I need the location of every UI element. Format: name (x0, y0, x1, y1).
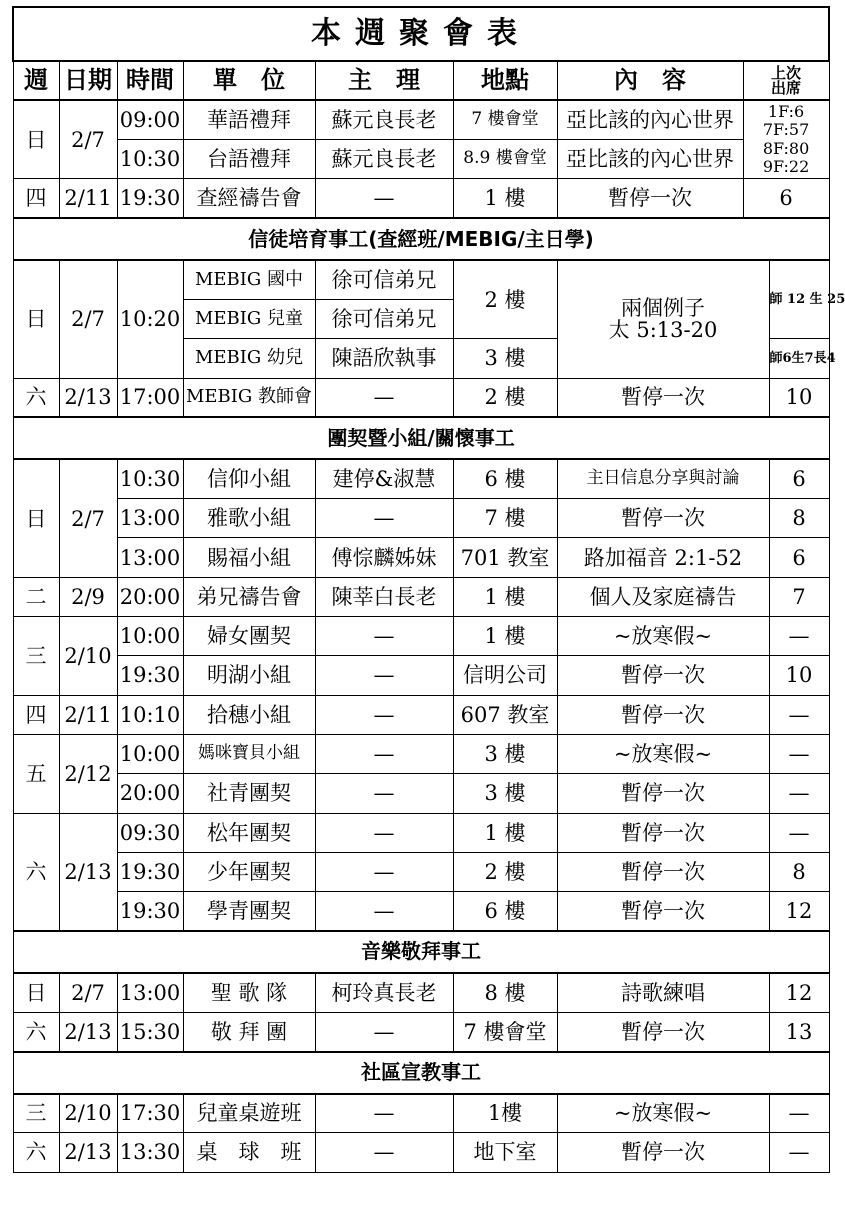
attendance-cell: 12 (769, 892, 829, 931)
host-cell: 陳莘白長老 (315, 577, 453, 616)
place-cell: 2 樓 (453, 378, 557, 417)
host-cell: — (315, 813, 453, 852)
host-cell: 建停&淑慧 (315, 459, 453, 498)
content-cell: ~放寒假~ (557, 617, 769, 656)
date-cell: 2/7 (59, 100, 117, 179)
header-unit: 單 位 (183, 61, 315, 100)
day-cell: 六 (13, 813, 59, 931)
unit-cell: 少年團契 (183, 852, 315, 891)
table-row (13, 1012, 829, 1051)
unit-cell: 雅歌小組 (183, 499, 315, 538)
time-cell: 19:30 (117, 656, 183, 695)
attendance-cell: 1F:6 7F:57 8F:80 9F:22 (743, 100, 829, 179)
day-cell: 二 (13, 577, 59, 616)
content-cell: ~放寒假~ (557, 1094, 769, 1133)
content-cell: 兩個例子 太 5:13-20 (557, 260, 769, 378)
unit-cell: 台語禮拜 (183, 140, 315, 179)
attendance-cell: 13 (769, 1012, 829, 1051)
place-cell: 8 樓 (453, 973, 557, 1012)
place-cell: 1 樓 (453, 577, 557, 616)
place-cell: 6 樓 (453, 892, 557, 931)
host-cell: — (315, 695, 453, 734)
unit-cell: 華語禮拜 (183, 100, 315, 139)
table-row (13, 459, 829, 498)
section-heading-training: 信徒培育事工(查經班/MEBIG/主日學) (13, 218, 829, 260)
unit-cell: 兒童桌遊班 (183, 1094, 315, 1133)
attendance-cell: — (769, 1094, 829, 1133)
day-cell: 三 (13, 1094, 59, 1133)
unit-cell: 拾穗小組 (183, 695, 315, 734)
table-row (13, 1133, 829, 1172)
host-cell: 陳語欣執事 (315, 339, 453, 378)
unit-cell: 婦女團契 (183, 617, 315, 656)
table-row (13, 140, 829, 179)
header-date: 日期 (59, 61, 117, 100)
place-cell: 1樓 (453, 1094, 557, 1133)
table-row (13, 378, 829, 417)
content-cell: 暫停一次 (557, 378, 769, 417)
host-cell: — (315, 1012, 453, 1051)
place-cell: 1 樓 (453, 617, 557, 656)
table-row (13, 577, 829, 616)
date-cell: 2/13 (59, 1133, 117, 1172)
attendance-cell: — (769, 617, 829, 656)
table-row (13, 179, 829, 218)
unit-cell: 明湖小組 (183, 656, 315, 695)
content-cell: 暫停一次 (557, 1012, 769, 1051)
attendance-cell: 10 (769, 656, 829, 695)
weekly-meeting-table (12, 6, 845, 1173)
day-cell: 六 (13, 1133, 59, 1172)
unit-cell: 聖 歌 隊 (183, 973, 315, 1012)
unit-cell: 查經禱告會 (183, 179, 315, 218)
time-cell: 15:30 (117, 1012, 183, 1051)
place-cell: 6 樓 (453, 459, 557, 498)
place-cell: 701 教室 (453, 538, 557, 577)
table-row (13, 656, 829, 695)
date-cell: 2/12 (59, 734, 117, 813)
attendance-cell: 師 12 生 25 (769, 260, 829, 339)
date-cell: 2/7 (59, 973, 117, 1012)
table-row (13, 617, 829, 656)
unit-cell: 弟兄禱告會 (183, 577, 315, 616)
table-row (13, 973, 829, 1012)
time-cell: 10:00 (117, 734, 183, 773)
unit-cell: MEBIG 兒童 (183, 299, 315, 338)
table-row (13, 1094, 829, 1133)
date-cell: 2/13 (59, 378, 117, 417)
unit-cell: 敬 拜 團 (183, 1012, 315, 1051)
day-cell: 六 (13, 378, 59, 417)
attendance-cell: 10 (769, 378, 829, 417)
attendance-cell: — (769, 695, 829, 734)
time-cell: 19:30 (117, 179, 183, 218)
host-cell: 蘇元良長老 (315, 140, 453, 179)
host-cell: 徐可信弟兄 (315, 299, 453, 338)
date-cell: 2/10 (59, 1094, 117, 1133)
unit-cell: MEBIG 國中 (183, 260, 315, 299)
place-cell: 3 樓 (453, 734, 557, 773)
content-cell: 暫停一次 (557, 813, 769, 852)
day-cell: 日 (13, 100, 59, 179)
place-cell: 7 樓 (453, 499, 557, 538)
place-cell: 信明公司 (453, 656, 557, 695)
time-cell: 17:30 (117, 1094, 183, 1133)
time-cell: 20:00 (117, 577, 183, 616)
place-cell: 2 樓 (453, 260, 557, 339)
day-cell: 六 (13, 1012, 59, 1051)
time-cell: 10:30 (117, 140, 183, 179)
host-cell: — (315, 499, 453, 538)
content-cell: 個人及家庭禱告 (557, 577, 769, 616)
place-cell: 地下室 (453, 1133, 557, 1172)
host-cell: — (315, 852, 453, 891)
host-cell: — (315, 179, 453, 218)
attendance-cell: 8 (769, 852, 829, 891)
content-cell: 暫停一次 (557, 774, 769, 813)
section-heading-fellowship: 團契暨小組/關懷事工 (13, 417, 829, 459)
content-cell: 暫停一次 (557, 695, 769, 734)
time-cell: 20:00 (117, 774, 183, 813)
host-cell: 柯玲真長老 (315, 973, 453, 1012)
host-cell: — (315, 1133, 453, 1172)
table-row (13, 100, 829, 139)
time-cell: 17:00 (117, 378, 183, 417)
host-cell: 蘇元良長老 (315, 100, 453, 139)
header-time: 時間 (117, 61, 183, 100)
header-attendance: 上次 出席 (743, 61, 829, 100)
unit-cell: 松年團契 (183, 813, 315, 852)
attendance-cell: 6 (769, 459, 829, 498)
header-place: 地點 (453, 61, 557, 100)
time-cell: 09:30 (117, 813, 183, 852)
attendance-cell: — (769, 813, 829, 852)
place-cell: 3 樓 (453, 339, 557, 378)
time-cell: 19:30 (117, 852, 183, 891)
time-cell: 19:30 (117, 892, 183, 931)
day-cell: 四 (13, 179, 59, 218)
date-cell: 2/13 (59, 813, 117, 931)
table-row (13, 774, 829, 813)
place-cell: 3 樓 (453, 774, 557, 813)
date-cell: 2/11 (59, 695, 117, 734)
day-cell: 日 (13, 973, 59, 1012)
time-cell: 13:00 (117, 538, 183, 577)
attendance-cell: 師6生7長4 (769, 339, 829, 378)
date-cell: 2/7 (59, 459, 117, 577)
table-row (13, 695, 829, 734)
attendance-cell: 6 (769, 538, 829, 577)
host-cell: — (315, 1094, 453, 1133)
time-cell: 09:00 (117, 100, 183, 139)
date-cell: 2/10 (59, 617, 117, 696)
time-cell: 10:20 (117, 260, 183, 378)
place-cell: 7 樓會堂 (453, 1012, 557, 1051)
attendance-cell: — (769, 1133, 829, 1172)
time-cell: 10:10 (117, 695, 183, 734)
unit-cell: 學青團契 (183, 892, 315, 931)
unit-cell: 媽咪寶貝小組 (183, 734, 315, 773)
section-heading-music: 音樂敬拜事工 (13, 931, 829, 973)
content-cell: 暫停一次 (557, 892, 769, 931)
table-row (13, 538, 829, 577)
content-cell: 路加福音 2:1-52 (557, 538, 769, 577)
place-cell: 607 教室 (453, 695, 557, 734)
table-row (13, 499, 829, 538)
attendance-cell: 12 (769, 973, 829, 1012)
table-row (13, 892, 829, 931)
content-cell: 主日信息分享與討論 (557, 459, 769, 498)
unit-cell: 社青團契 (183, 774, 315, 813)
header-week: 週 (13, 61, 59, 100)
attendance-cell: — (769, 734, 829, 773)
attendance-cell: 8 (769, 499, 829, 538)
attendance-cell: 7 (769, 577, 829, 616)
content-cell: 亞比該的內心世界 (557, 100, 743, 139)
section-heading-community: 社區宣教事工 (13, 1052, 829, 1094)
place-cell: 8.9 樓會堂 (453, 140, 557, 179)
content-cell: 詩歌練唱 (557, 973, 769, 1012)
time-cell: 13:00 (117, 973, 183, 1012)
unit-cell: MEBIG 幼兒 (183, 339, 315, 378)
date-cell: 2/7 (59, 260, 117, 378)
day-cell: 三 (13, 617, 59, 696)
day-cell: 日 (13, 260, 59, 378)
unit-cell: MEBIG 教師會 (183, 378, 315, 417)
content-cell: 暫停一次 (557, 1133, 769, 1172)
day-cell: 五 (13, 734, 59, 813)
table-row (13, 260, 829, 299)
time-cell: 13:30 (117, 1133, 183, 1172)
host-cell: 傅悰麟姊妹 (315, 538, 453, 577)
host-cell: 徐可信弟兄 (315, 260, 453, 299)
content-cell: ~放寒假~ (557, 734, 769, 773)
header-content: 內 容 (557, 61, 743, 100)
host-cell: — (315, 656, 453, 695)
attendance-cell: — (769, 774, 829, 813)
attendance-cell: 6 (743, 179, 829, 218)
header-row (13, 61, 829, 100)
time-cell: 10:00 (117, 617, 183, 656)
content-cell: 亞比該的內心世界 (557, 140, 743, 179)
date-cell: 2/11 (59, 179, 117, 218)
table-row (13, 734, 829, 773)
place-cell: 1 樓 (453, 813, 557, 852)
content-cell: 暫停一次 (557, 499, 769, 538)
page-title: 本週聚會表 (13, 7, 829, 61)
table-row (13, 813, 829, 852)
unit-cell: 桌 球 班 (183, 1133, 315, 1172)
content-cell: 暫停一次 (557, 852, 769, 891)
place-cell: 2 樓 (453, 852, 557, 891)
time-cell: 13:00 (117, 499, 183, 538)
table-row (13, 852, 829, 891)
host-cell: — (315, 892, 453, 931)
content-cell: 暫停一次 (557, 179, 743, 218)
host-cell: — (315, 734, 453, 773)
date-cell: 2/13 (59, 1012, 117, 1051)
host-cell: — (315, 378, 453, 417)
date-cell: 2/9 (59, 577, 117, 616)
unit-cell: 信仰小組 (183, 459, 315, 498)
host-cell: — (315, 617, 453, 656)
unit-cell: 賜福小組 (183, 538, 315, 577)
time-cell: 10:30 (117, 459, 183, 498)
header-host: 主 理 (315, 61, 453, 100)
place-cell: 1 樓 (453, 179, 557, 218)
content-cell: 暫停一次 (557, 656, 769, 695)
day-cell: 日 (13, 459, 59, 577)
host-cell: — (315, 774, 453, 813)
day-cell: 四 (13, 695, 59, 734)
place-cell: 7 樓會堂 (453, 100, 557, 139)
